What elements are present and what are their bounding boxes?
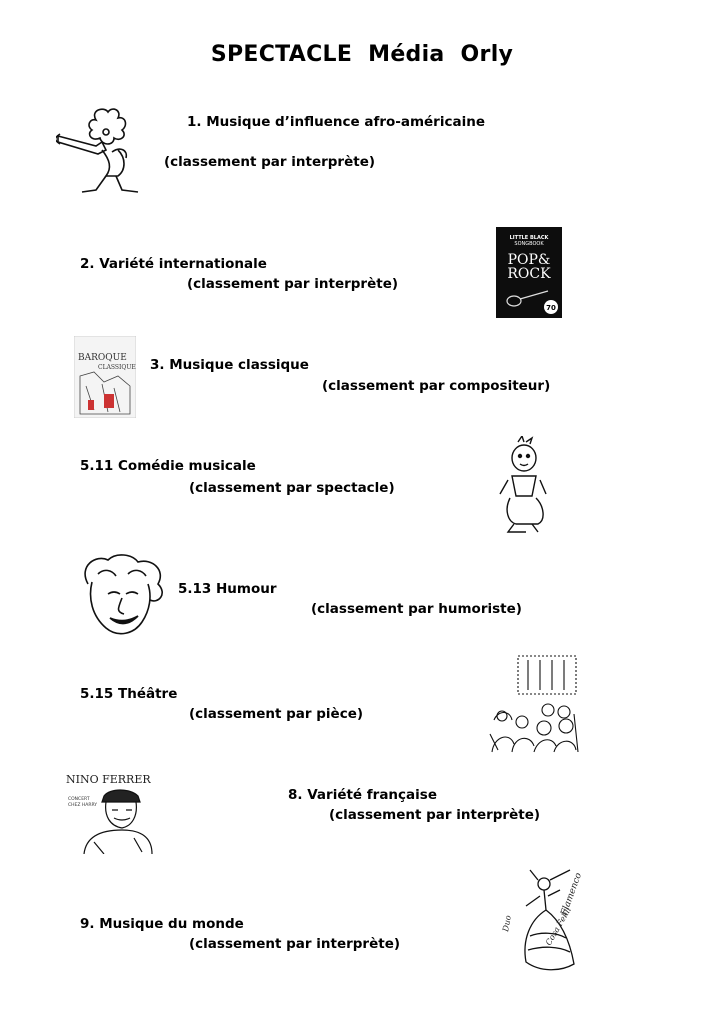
section-9-heading: 9. Musique du monde bbox=[80, 916, 244, 932]
nino-sub2: CHEZ HARRY bbox=[68, 803, 98, 808]
section-9-sub: (classement par interprète) bbox=[189, 936, 401, 952]
baroque-line1: BAROQUE bbox=[78, 353, 127, 363]
section-8-sub: (classement par interprète) bbox=[329, 807, 541, 823]
nino-ferrer-cover bbox=[64, 772, 154, 854]
section-511-sub: (classement par spectacle) bbox=[189, 480, 395, 496]
section-515-heading: 5.15 Théâtre bbox=[80, 686, 178, 702]
page-title: SPECTACLE Média Orly bbox=[210, 42, 514, 67]
baroque-classique-cover bbox=[74, 336, 136, 418]
section-3-heading: 3. Musique classique bbox=[150, 357, 309, 373]
popbook-rock-text: ROCK bbox=[507, 266, 551, 282]
nino-name: NINO FERRER bbox=[66, 773, 151, 786]
musical-character-drawing bbox=[498, 436, 548, 534]
baroque-line2: CLASSIQUE bbox=[98, 364, 136, 371]
flamenco-text1: Flamenco bbox=[559, 871, 585, 918]
section-8-heading: 8. Variété française bbox=[288, 787, 437, 803]
section-513-sub: (classement par humoriste) bbox=[311, 601, 522, 617]
flamenco-text2: Cosa Felili bbox=[543, 905, 573, 947]
section-2-heading: 2. Variété internationale bbox=[80, 256, 267, 272]
section-1-heading: 1. Musique d’influence afro-américaine bbox=[187, 114, 485, 130]
trumpet-player-drawing bbox=[56, 106, 154, 198]
popbook-badge: 70 bbox=[546, 304, 556, 312]
section-3-sub: (classement par compositeur) bbox=[322, 378, 551, 394]
svg-text:LITTLE BLACK: LITTLE BLACK bbox=[509, 235, 549, 241]
section-511-heading: 5.11 Comédie musicale bbox=[80, 458, 256, 474]
theatre-audience-drawing bbox=[488, 654, 580, 754]
section-1-sub: (classement par interprète) bbox=[164, 154, 376, 170]
section-515-sub: (classement par pièce) bbox=[189, 706, 364, 722]
section-513-heading: 5.13 Humour bbox=[178, 581, 277, 597]
humorist-caricature-drawing bbox=[78, 554, 168, 640]
flamenco-dancer-drawing bbox=[500, 866, 592, 976]
section-2-sub: (classement par interprète) bbox=[187, 276, 399, 292]
flamenco-text3: Duo bbox=[501, 914, 513, 933]
svg-text:SONGBOOK: SONGBOOK bbox=[514, 241, 544, 247]
pop-rock-songbook-cover bbox=[496, 227, 562, 318]
popbook-pop-text: POP& bbox=[507, 252, 551, 268]
nino-sub1: CONCERT bbox=[68, 797, 90, 802]
